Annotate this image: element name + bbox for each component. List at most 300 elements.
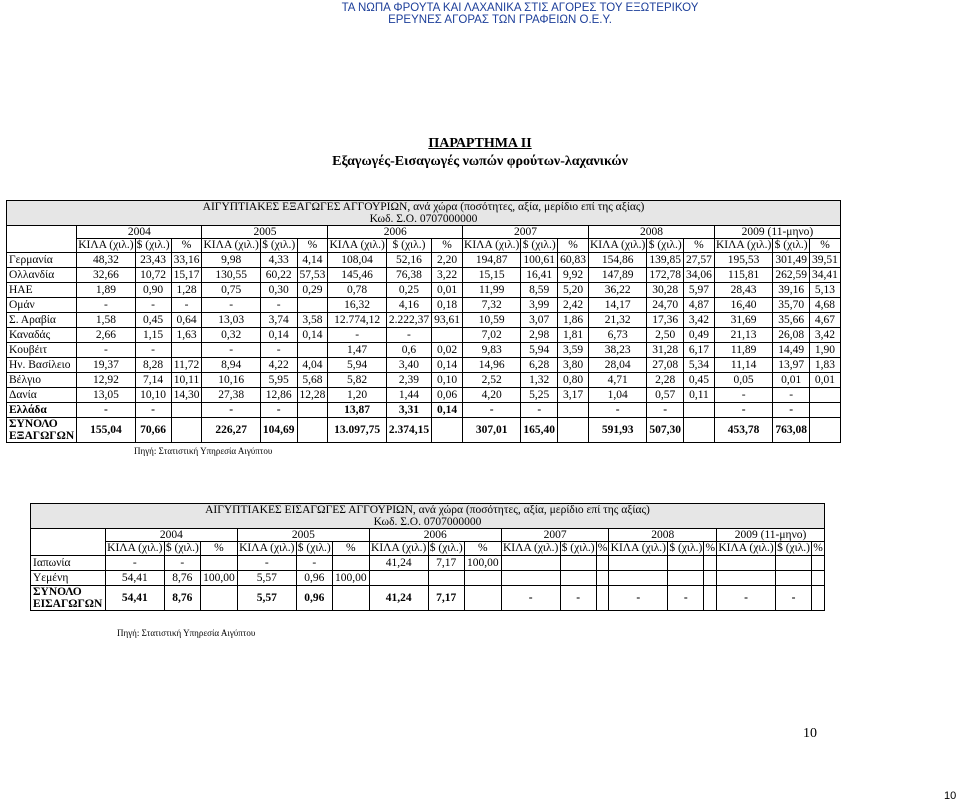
value-cell: 4,87 bbox=[684, 298, 715, 313]
table-row bbox=[7, 388, 841, 403]
percent-head: % bbox=[705, 542, 716, 554]
percent-head: % bbox=[464, 542, 501, 556]
value-cell: 6,28 bbox=[521, 358, 558, 373]
total-dollars: 70,66 bbox=[135, 418, 171, 443]
value-cell: 115,81 bbox=[714, 268, 772, 283]
table-row bbox=[7, 343, 841, 358]
value-cell: 1,58 bbox=[77, 313, 135, 328]
value-cell: 3,17 bbox=[558, 388, 589, 403]
total-kilos: - bbox=[717, 586, 776, 611]
kilos-head: ΚΙΛΑ (χιλ.) bbox=[107, 542, 163, 554]
value-cell bbox=[812, 556, 825, 571]
value-cell: 0,14 bbox=[260, 328, 297, 343]
value-cell: 1,15 bbox=[135, 328, 171, 343]
table-code-row bbox=[7, 213, 841, 226]
value-cell: 1,86 bbox=[558, 313, 589, 328]
value-cell: 3,99 bbox=[521, 298, 558, 313]
value-cell: 5,20 bbox=[558, 283, 589, 298]
value-cell: 9,83 bbox=[463, 343, 521, 358]
value-cell: 4,16 bbox=[386, 298, 431, 313]
value-cell: 3,31 bbox=[386, 403, 431, 418]
value-cell: 3,42 bbox=[809, 328, 840, 343]
value-cell bbox=[501, 571, 560, 586]
value-cell: 2,52 bbox=[463, 373, 521, 388]
running-header-line1: ΤΑ ΝΩΠΑ ΦΡΟΥΤΑ ΚΑΙ ΛΑΧΑΝΙΚΑ ΣΤΙΣ ΑΓΟΡΕΣ ΤΟΥ ΕΞΩΤΕΡΙΚΟΥ bbox=[341, 2, 699, 14]
dollars-head: $ (χιλ.) bbox=[777, 542, 811, 554]
value-cell: 2,39 bbox=[386, 373, 431, 388]
value-cell: 14,49 bbox=[773, 343, 810, 358]
dollars-head: $ (χιλ.) bbox=[262, 239, 296, 251]
value-cell: - bbox=[135, 298, 171, 313]
value-cell: 0,90 bbox=[135, 283, 171, 298]
value-cell: 11,99 bbox=[463, 283, 521, 298]
page-number-inner: 10 bbox=[803, 726, 817, 741]
table-title: ΑΙΓΥΠΤΙΑΚΕΣ ΕΞΑΓΩΓΕΣ ΑΓΓΟΥΡΙΩΝ, ανά χώρα (ποσότητες, αξία, μερίδιο επί της αξίας) bbox=[7, 201, 841, 214]
table-row bbox=[7, 313, 841, 328]
value-cell bbox=[428, 571, 464, 586]
value-cell: 2.222,37 bbox=[386, 313, 431, 328]
total-dollars: 104,69 bbox=[260, 418, 297, 443]
export-table bbox=[6, 200, 841, 443]
value-cell: 14,17 bbox=[588, 298, 646, 313]
value-cell: 33,16 bbox=[171, 253, 202, 268]
country-cell: Ιαπωνία bbox=[31, 556, 106, 571]
value-cell: 8,94 bbox=[202, 358, 260, 373]
kilos-head: ΚΙΛΑ (χιλ.) bbox=[610, 542, 666, 554]
value-cell: 11,72 bbox=[171, 358, 202, 373]
kilos-head: ΚΙΛΑ (χιλ.) bbox=[502, 542, 559, 554]
import-table bbox=[30, 503, 825, 611]
percent-head: % bbox=[171, 239, 202, 253]
value-cell: 11,14 bbox=[714, 358, 772, 373]
total-kilos: - bbox=[501, 586, 560, 611]
value-cell: 3,58 bbox=[297, 313, 328, 328]
value-cell bbox=[171, 343, 202, 358]
value-cell: 12,86 bbox=[260, 388, 297, 403]
value-cell: 24,70 bbox=[647, 298, 684, 313]
year-header: 2004 bbox=[105, 529, 237, 542]
annex-title: ΠΑΡΑΡΤΗΜΑ ΙΙ bbox=[428, 136, 532, 151]
value-cell: 0,96 bbox=[296, 571, 332, 586]
value-cell bbox=[668, 556, 704, 571]
country-cell: Ολλανδία bbox=[7, 268, 77, 283]
total-percent bbox=[297, 418, 328, 443]
value-cell: 57,53 bbox=[297, 268, 328, 283]
total-percent bbox=[596, 586, 609, 611]
table-row bbox=[7, 253, 841, 268]
years-row bbox=[7, 226, 841, 239]
total-dollars: - bbox=[560, 586, 596, 611]
value-cell: 8,28 bbox=[135, 358, 171, 373]
value-cell: 2,28 bbox=[647, 373, 684, 388]
total-label bbox=[7, 418, 77, 443]
import-source-note: Πηγή: Στατιστική Υπηρεσία Αιγύπτου bbox=[117, 628, 256, 638]
country-cell: Κουβέιτ bbox=[7, 343, 77, 358]
total-kilos: 5,57 bbox=[237, 586, 296, 611]
value-cell bbox=[560, 571, 596, 586]
total-kilos: 41,24 bbox=[369, 586, 428, 611]
value-cell: 14,30 bbox=[171, 388, 202, 403]
dollars-head: $ (χιλ.) bbox=[561, 542, 595, 554]
value-cell: 172,78 bbox=[647, 268, 684, 283]
value-cell: 5,94 bbox=[328, 358, 386, 373]
value-cell: 30,28 bbox=[647, 283, 684, 298]
kilos-head: ΚΙΛΑ (χιλ.) bbox=[329, 239, 385, 251]
country-cell: Βέλγιο bbox=[7, 373, 77, 388]
value-cell: - bbox=[164, 556, 200, 571]
percent-head: % bbox=[809, 239, 840, 253]
value-cell: 4,14 bbox=[297, 253, 328, 268]
value-cell: 11,89 bbox=[714, 343, 772, 358]
value-cell: 1,90 bbox=[809, 343, 840, 358]
value-cell: 0,01 bbox=[809, 373, 840, 388]
table-code: Κωδ. Σ.Ο. 0707000000 bbox=[31, 516, 825, 529]
value-cell: 13,05 bbox=[77, 388, 135, 403]
value-cell: 4,04 bbox=[297, 358, 328, 373]
value-cell bbox=[809, 388, 840, 403]
value-cell: - bbox=[135, 403, 171, 418]
total-dollars: 2.374,15 bbox=[386, 418, 431, 443]
year-header: 2007 bbox=[501, 529, 609, 542]
value-cell: 108,04 bbox=[328, 253, 386, 268]
value-cell bbox=[596, 571, 609, 586]
total-dollars: 763,08 bbox=[773, 418, 810, 443]
value-cell: - bbox=[77, 343, 135, 358]
value-cell: 0,18 bbox=[432, 298, 463, 313]
value-cell: 32,66 bbox=[77, 268, 135, 283]
country-cell: Ην. Βασίλειο bbox=[7, 358, 77, 373]
total-row bbox=[31, 586, 825, 611]
value-cell bbox=[609, 571, 668, 586]
value-cell: - bbox=[773, 403, 810, 418]
value-cell: 0,10 bbox=[432, 373, 463, 388]
value-cell: 4,22 bbox=[260, 358, 297, 373]
value-cell: 1,47 bbox=[328, 343, 386, 358]
value-cell: - bbox=[463, 403, 521, 418]
kilos-head: ΚΙΛΑ (χιλ.) bbox=[203, 239, 259, 251]
year-header: 2008 bbox=[609, 529, 717, 542]
dollars-head: $ (χιλ.) bbox=[648, 239, 682, 251]
value-cell: 9,98 bbox=[202, 253, 260, 268]
value-cell bbox=[558, 403, 589, 418]
total-kilos: 226,27 bbox=[202, 418, 260, 443]
value-cell: 1,44 bbox=[386, 388, 431, 403]
table-row bbox=[7, 283, 841, 298]
kilos-head: ΚΙΛΑ (χιλ.) bbox=[718, 542, 774, 554]
value-cell: 38,23 bbox=[588, 343, 646, 358]
dollars-head: $ (χιλ.) bbox=[386, 239, 431, 253]
value-cell: 100,00 bbox=[464, 556, 501, 571]
value-cell: 39,16 bbox=[773, 283, 810, 298]
value-cell: 13,97 bbox=[773, 358, 810, 373]
value-cell: 2,50 bbox=[647, 328, 684, 343]
value-cell: - bbox=[328, 328, 386, 343]
value-cell bbox=[560, 556, 596, 571]
value-cell: 4,20 bbox=[463, 388, 521, 403]
value-cell: 34,06 bbox=[684, 268, 715, 283]
value-cell: 5,25 bbox=[521, 388, 558, 403]
percent-head: % bbox=[432, 239, 463, 253]
value-cell bbox=[464, 571, 501, 586]
value-cell: 28,43 bbox=[714, 283, 772, 298]
total-label-line1: ΣΥΝΟΛΟ bbox=[9, 418, 58, 430]
value-cell: 13,03 bbox=[202, 313, 260, 328]
value-cell: 19,37 bbox=[77, 358, 135, 373]
year-header: 2007 bbox=[463, 226, 589, 239]
percent-head: % bbox=[297, 239, 328, 253]
value-cell: 0,32 bbox=[202, 328, 260, 343]
table-row bbox=[7, 268, 841, 283]
value-cell: 35,66 bbox=[773, 313, 810, 328]
value-cell: 16,41 bbox=[521, 268, 558, 283]
table-row bbox=[7, 328, 841, 343]
value-cell: 4,67 bbox=[809, 313, 840, 328]
value-cell: 1,89 bbox=[77, 283, 135, 298]
value-cell: 16,40 bbox=[714, 298, 772, 313]
kilos-head: ΚΙΛΑ (χιλ.) bbox=[78, 239, 134, 251]
percent-head: % bbox=[558, 239, 589, 253]
value-cell bbox=[171, 403, 202, 418]
dollars-head: $ (χιλ.) bbox=[429, 542, 463, 554]
total-kilos: 307,01 bbox=[463, 418, 521, 443]
value-cell: 5,57 bbox=[237, 571, 296, 586]
value-cell: 76,38 bbox=[386, 268, 431, 283]
total-percent bbox=[464, 586, 501, 611]
dollars-head: $ (χιλ.) bbox=[522, 239, 556, 251]
value-cell: - bbox=[647, 403, 684, 418]
value-cell: - bbox=[171, 298, 202, 313]
value-cell: 34,41 bbox=[809, 268, 840, 283]
country-cell: Δανία bbox=[7, 388, 77, 403]
value-cell: 0,06 bbox=[432, 388, 463, 403]
value-cell: 0,80 bbox=[558, 373, 589, 388]
value-cell: 139,85 bbox=[647, 253, 684, 268]
country-cell: Γερμανία bbox=[7, 253, 77, 268]
value-cell: 6,17 bbox=[684, 343, 715, 358]
value-cell: - bbox=[77, 298, 135, 313]
dollars-head: $ (χιλ.) bbox=[297, 542, 331, 554]
value-cell: 262,59 bbox=[773, 268, 810, 283]
kilos-head: ΚΙΛΑ (χιλ.) bbox=[464, 239, 520, 251]
value-cell: 16,32 bbox=[328, 298, 386, 313]
value-cell bbox=[704, 571, 717, 586]
value-cell: 12,92 bbox=[77, 373, 135, 388]
value-cell bbox=[432, 328, 463, 343]
value-cell: 1,81 bbox=[558, 328, 589, 343]
value-cell: 5,68 bbox=[297, 373, 328, 388]
country-cell: Υεμένη bbox=[31, 571, 106, 586]
total-kilos: 54,41 bbox=[105, 586, 164, 611]
value-cell: 17,36 bbox=[647, 313, 684, 328]
table-row bbox=[7, 358, 841, 373]
total-label-line1: ΣΥΝΟΛΟ bbox=[33, 586, 82, 598]
value-cell: 7,02 bbox=[463, 328, 521, 343]
value-cell bbox=[297, 403, 328, 418]
value-cell: 3,40 bbox=[386, 358, 431, 373]
value-cell: - bbox=[714, 388, 772, 403]
value-cell: 100,61 bbox=[521, 253, 558, 268]
value-cell bbox=[596, 556, 609, 571]
value-cell: 4,33 bbox=[260, 253, 297, 268]
value-cell: 36,22 bbox=[588, 283, 646, 298]
value-cell: 60,83 bbox=[558, 253, 589, 268]
total-kilos: 453,78 bbox=[714, 418, 772, 443]
value-cell: 3,07 bbox=[521, 313, 558, 328]
value-cell bbox=[668, 571, 704, 586]
value-cell: 5,95 bbox=[260, 373, 297, 388]
value-cell: 5,34 bbox=[684, 358, 715, 373]
value-cell: - bbox=[773, 388, 810, 403]
table-row bbox=[7, 298, 841, 313]
value-cell: 13,87 bbox=[328, 403, 386, 418]
value-cell bbox=[809, 403, 840, 418]
total-kilos: - bbox=[609, 586, 668, 611]
value-cell: 10,72 bbox=[135, 268, 171, 283]
value-cell: 0,6 bbox=[386, 343, 431, 358]
value-cell: 0,05 bbox=[714, 373, 772, 388]
value-cell: 54,41 bbox=[105, 571, 164, 586]
value-cell: - bbox=[386, 328, 431, 343]
dollars-head: $ (χιλ.) bbox=[774, 239, 808, 251]
value-cell: 52,16 bbox=[386, 253, 431, 268]
value-cell: 194,87 bbox=[463, 253, 521, 268]
value-cell: 0,75 bbox=[202, 283, 260, 298]
value-cell: 3,74 bbox=[260, 313, 297, 328]
total-percent bbox=[684, 418, 715, 443]
value-cell: 7,17 bbox=[428, 556, 464, 571]
value-cell bbox=[704, 556, 717, 571]
value-cell: 21,13 bbox=[714, 328, 772, 343]
value-cell: 0,01 bbox=[432, 283, 463, 298]
year-header: 2008 bbox=[588, 226, 714, 239]
corner-cell bbox=[7, 226, 77, 253]
value-cell bbox=[717, 571, 776, 586]
value-cell bbox=[297, 343, 328, 358]
country-cell: Ελλάδα bbox=[7, 403, 77, 418]
value-cell bbox=[775, 571, 811, 586]
value-cell: 0,64 bbox=[171, 313, 202, 328]
country-cell: ΗΑΕ bbox=[7, 283, 77, 298]
value-cell: 5,94 bbox=[521, 343, 558, 358]
export-source-note: Πηγή: Στατιστική Υπηρεσία Αιγύπτου bbox=[134, 446, 273, 456]
years-row bbox=[31, 529, 825, 542]
value-cell: 9,92 bbox=[558, 268, 589, 283]
year-header: 2009 (11-μηνο) bbox=[714, 226, 840, 239]
value-cell: 0,01 bbox=[773, 373, 810, 388]
value-cell bbox=[609, 556, 668, 571]
value-cell bbox=[717, 556, 776, 571]
total-percent bbox=[332, 586, 369, 611]
year-header: 2006 bbox=[328, 226, 463, 239]
total-kilos: 155,04 bbox=[77, 418, 135, 443]
value-cell bbox=[369, 571, 428, 586]
total-dollars: 0,96 bbox=[296, 586, 332, 611]
value-cell: 4,68 bbox=[809, 298, 840, 313]
total-percent bbox=[558, 418, 589, 443]
percent-head: % bbox=[813, 542, 823, 554]
value-cell: - bbox=[105, 556, 164, 571]
value-cell: 60,22 bbox=[260, 268, 297, 283]
dollars-head: $ (χιλ.) bbox=[136, 239, 170, 251]
kilos-head: ΚΙΛΑ (χιλ.) bbox=[590, 239, 646, 251]
value-cell: 48,32 bbox=[77, 253, 135, 268]
table-row bbox=[7, 403, 841, 418]
value-cell: 2,66 bbox=[77, 328, 135, 343]
value-cell: 0,45 bbox=[684, 373, 715, 388]
value-cell: 301,49 bbox=[773, 253, 810, 268]
column-head-row bbox=[31, 542, 825, 556]
value-cell: 15,15 bbox=[463, 268, 521, 283]
value-cell: 35,70 bbox=[773, 298, 810, 313]
kilos-head: ΚΙΛΑ (χιλ.) bbox=[371, 542, 427, 554]
value-cell: 23,43 bbox=[135, 253, 171, 268]
year-header: 2004 bbox=[77, 226, 202, 239]
value-cell: 0,49 bbox=[684, 328, 715, 343]
value-cell: - bbox=[237, 556, 296, 571]
value-cell: 3,80 bbox=[558, 358, 589, 373]
value-cell: 27,08 bbox=[647, 358, 684, 373]
value-cell: 31,28 bbox=[647, 343, 684, 358]
value-cell: 0,25 bbox=[386, 283, 431, 298]
value-cell: 93,61 bbox=[432, 313, 463, 328]
value-cell: 5,82 bbox=[328, 373, 386, 388]
value-cell: 154,86 bbox=[588, 253, 646, 268]
total-dollars: 165,40 bbox=[521, 418, 558, 443]
value-cell: 15,17 bbox=[171, 268, 202, 283]
value-cell bbox=[812, 571, 825, 586]
value-cell bbox=[332, 556, 369, 571]
value-cell: 1,63 bbox=[171, 328, 202, 343]
dollars-head: $ (χιλ.) bbox=[669, 542, 703, 554]
total-dollars: - bbox=[668, 586, 704, 611]
value-cell: - bbox=[296, 556, 332, 571]
value-cell: 31,69 bbox=[714, 313, 772, 328]
table-title-row bbox=[31, 504, 825, 517]
table-title: ΑΙΓΥΠΤΙΑΚΕΣ ΕΙΣΑΓΩΓΕΣ ΑΓΓΟΥΡΙΩΝ, ανά χώρα (ποσότητες, αξία, μερίδιο επί της αξίας) bbox=[31, 504, 825, 517]
value-cell: - bbox=[714, 403, 772, 418]
value-cell: 1,32 bbox=[521, 373, 558, 388]
value-cell: - bbox=[202, 403, 260, 418]
total-dollars: - bbox=[775, 586, 811, 611]
country-cell: Ομάν bbox=[7, 298, 77, 313]
value-cell: 100,00 bbox=[332, 571, 369, 586]
value-cell: 41,24 bbox=[369, 556, 428, 571]
value-cell: 145,46 bbox=[328, 268, 386, 283]
value-cell: 7,32 bbox=[463, 298, 521, 313]
total-percent bbox=[809, 418, 840, 443]
annex-subtitle: Εξαγωγές-Εισαγωγές νωπών φρούτων-λαχανικών bbox=[332, 154, 628, 169]
total-label bbox=[31, 586, 106, 611]
value-cell: - bbox=[202, 343, 260, 358]
table-row bbox=[31, 556, 825, 571]
value-cell: 10,16 bbox=[202, 373, 260, 388]
value-cell: 26,08 bbox=[773, 328, 810, 343]
value-cell: 2,42 bbox=[558, 298, 589, 313]
value-cell: - bbox=[588, 403, 646, 418]
value-cell: 130,55 bbox=[202, 268, 260, 283]
value-cell: 1,28 bbox=[171, 283, 202, 298]
value-cell: 195,53 bbox=[714, 253, 772, 268]
value-cell: 12,28 bbox=[297, 388, 328, 403]
value-cell: - bbox=[135, 343, 171, 358]
table-code-row bbox=[31, 516, 825, 529]
value-cell: 100,00 bbox=[200, 571, 237, 586]
value-cell: 1,04 bbox=[588, 388, 646, 403]
page-number-outer: 10 bbox=[944, 790, 957, 802]
value-cell bbox=[684, 403, 715, 418]
value-cell: 0,11 bbox=[684, 388, 715, 403]
table-row bbox=[7, 373, 841, 388]
